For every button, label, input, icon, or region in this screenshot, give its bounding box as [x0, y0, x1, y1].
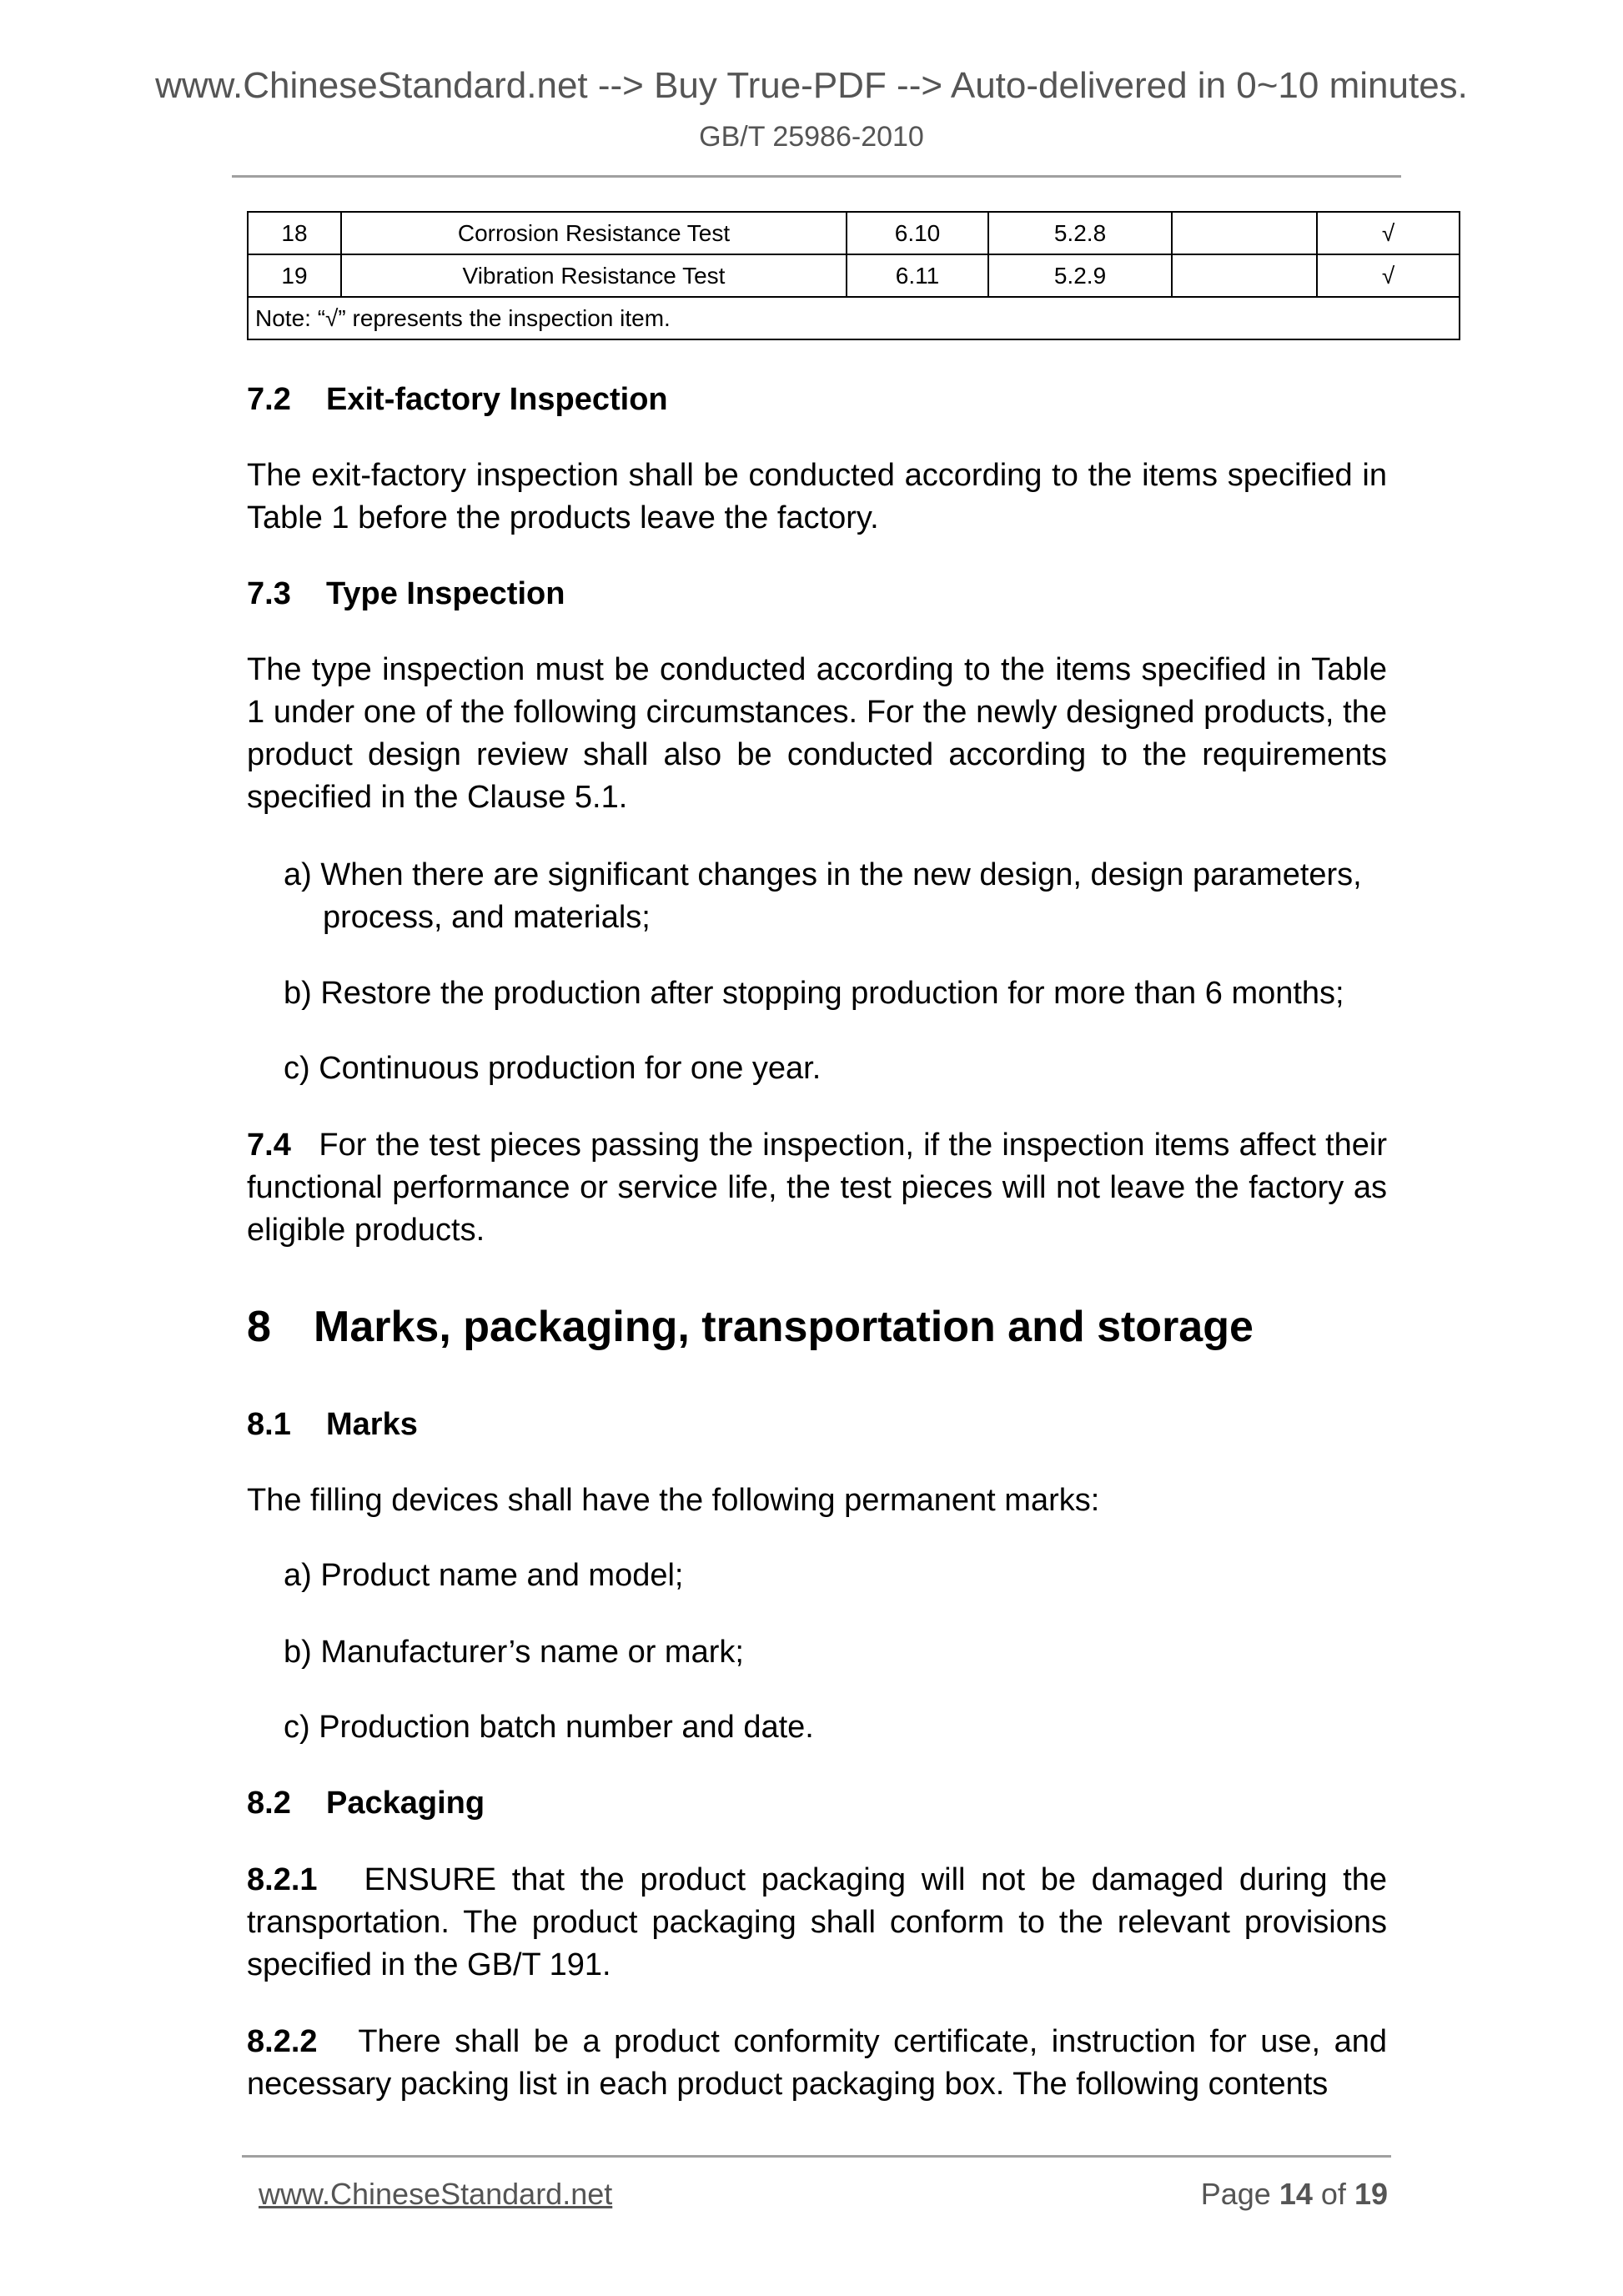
section-title: Type Inspection: [326, 576, 565, 611]
paragraph-8-2-1: [247, 1859, 1387, 1987]
cell: 5.2.8: [988, 212, 1172, 254]
section-number: 8.2.1: [247, 1862, 318, 1897]
of-label: of: [1320, 2177, 1346, 2211]
document-id: GB/T 25986-2010: [699, 121, 924, 153]
section-title: Packaging: [326, 1786, 485, 1821]
table-row: [248, 212, 1460, 254]
page-label: Page: [1200, 2177, 1271, 2211]
heading-8-2: [247, 1786, 485, 1821]
list-item: a) When there are significant changes in the new design, design parameters, process, and materials;: [284, 857, 1362, 935]
cell: √: [1317, 212, 1460, 254]
cell: 6.10: [847, 212, 988, 254]
cell: Vibration Resistance Test: [341, 254, 847, 297]
list-item: b) Restore the production after stopping production for more than 6 months;: [284, 976, 1344, 1011]
paragraph: The exit-factory inspection shall be conducted according to the items specified in Table 1 before the products leave the factory.: [247, 458, 1387, 535]
section-number: 7.3: [247, 576, 291, 611]
inspection-table: [247, 211, 1460, 340]
list-item: a) Product name and model;: [284, 1558, 684, 1593]
paragraph-7-4: [247, 1124, 1387, 1252]
paragraph-text: There shall be a product conformity certificate, instruction for use, and necessary packing list in each product packaging box. The following contents: [247, 2024, 1387, 2102]
footer-link[interactable]: www.ChineseStandard.net: [259, 2177, 613, 2211]
heading-8: [247, 1302, 1254, 1352]
list-item: b) Manufacturer’s name or mark;: [284, 1635, 744, 1670]
section-title: Exit-factory Inspection: [326, 382, 668, 417]
section-number: 8.1: [247, 1407, 291, 1442]
cell: 5.2.9: [988, 254, 1172, 297]
cell: [1172, 254, 1317, 297]
cell: Corrosion Resistance Test: [341, 212, 847, 254]
paragraph-text: For the test pieces passing the inspection, if the inspection items affect their functional performance or service life, the test pieces will not leave the factory as eligible products.: [247, 1128, 1387, 1248]
section-number: 8.2.2: [247, 2024, 318, 2059]
heading-8-1: [247, 1407, 418, 1443]
table-note: Note: “√” represents the inspection item.: [248, 297, 1460, 339]
footer-divider: [242, 2155, 1391, 2158]
cell: 18: [248, 212, 341, 254]
heading-7-3: [247, 576, 565, 612]
section-number: 8: [247, 1303, 271, 1351]
section-number: 7.4: [247, 1128, 291, 1163]
header-divider: [232, 175, 1401, 178]
list-item: c) Continuous production for one year.: [284, 1051, 822, 1086]
paragraph: The type inspection must be conducted according to the items specified in Table 1 under one of the following circumstances. For the newly designed products, the product design review shall also be conducted according to the requirements specified in the Clause 5.1.: [247, 652, 1387, 815]
section-title: Marks, packaging, transportation and storage: [314, 1303, 1254, 1351]
cell: 6.11: [847, 254, 988, 297]
paragraph-8-2-2: [247, 2021, 1387, 2106]
paragraph-text: ENSURE that the product packaging will not be damaged during the transportation. The product packaging shall conform to the relevant provisions specified in the GB/T 191.: [247, 1862, 1387, 1982]
cell: √: [1317, 254, 1460, 297]
current-page: 14: [1279, 2177, 1313, 2211]
heading-7-2: [247, 382, 668, 418]
paragraph: The filling devices shall have the following permanent marks:: [247, 1483, 1100, 1518]
section-number: 7.2: [247, 382, 291, 417]
table-row: [248, 254, 1460, 297]
cell: 19: [248, 254, 341, 297]
section-title: Marks: [326, 1407, 418, 1442]
list-item: c) Production batch number and date.: [284, 1710, 814, 1745]
cell: [1172, 212, 1317, 254]
total-pages: 19: [1354, 2177, 1388, 2211]
table-note-row: [248, 297, 1460, 339]
header-banner: www.ChineseStandard.net --> Buy True-PDF --> Auto-delivered in 0~10 minutes.: [155, 65, 1468, 106]
section-number: 8.2: [247, 1786, 291, 1821]
page-number: [1201, 2177, 1388, 2212]
